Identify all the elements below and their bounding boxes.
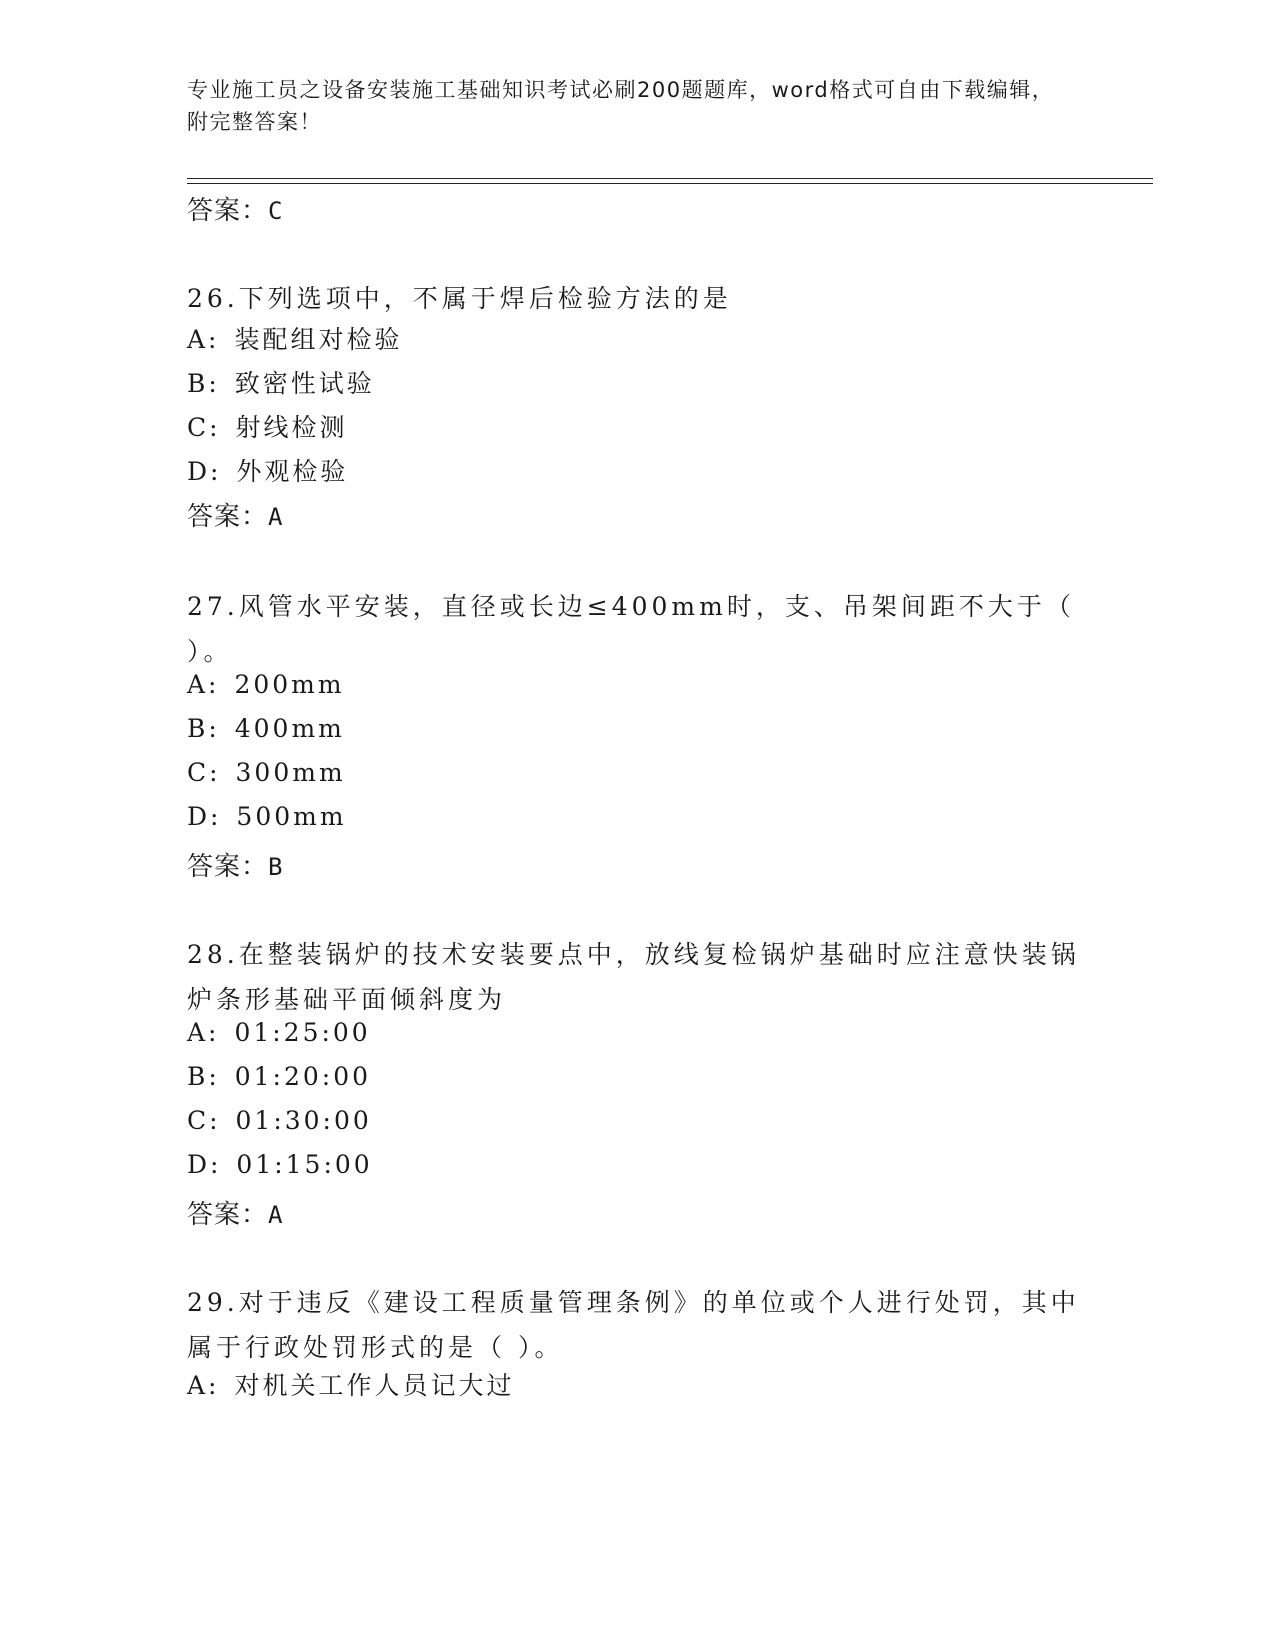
answer-line bbox=[187, 1194, 283, 1231]
answer-label: 答案： bbox=[187, 502, 269, 532]
option-a bbox=[187, 1018, 371, 1047]
answer-value: B bbox=[268, 853, 284, 881]
option-text: 对机关工作人员记大过 bbox=[234, 1371, 515, 1400]
option-label: D: bbox=[187, 1150, 222, 1179]
option-label: A: bbox=[187, 670, 220, 699]
option-d bbox=[187, 452, 348, 488]
answer-label: 答案： bbox=[187, 196, 269, 226]
option-label: C: bbox=[187, 1106, 221, 1135]
option-text: 外观检验 bbox=[236, 457, 349, 486]
option-c bbox=[187, 758, 346, 787]
option-d bbox=[187, 802, 347, 831]
option-text: 500mm bbox=[236, 802, 347, 831]
option-a bbox=[187, 320, 402, 356]
option-a bbox=[187, 1366, 514, 1402]
question-29: 29.对于违反《建设工程质量管理条例》的单位或个人进行处罚，其中属于行政处罚形式的是（ ）。 bbox=[187, 1288, 1080, 1362]
answer-value: A bbox=[268, 1201, 284, 1229]
option-d bbox=[187, 1150, 373, 1179]
option-label: C: bbox=[187, 413, 221, 442]
option-a bbox=[187, 670, 345, 699]
option-c bbox=[187, 408, 348, 444]
option-c bbox=[187, 1106, 372, 1135]
answer-line bbox=[187, 496, 283, 533]
option-label: B: bbox=[187, 369, 220, 398]
option-b bbox=[187, 714, 345, 743]
document-header: 专业施工员之设备安装施工基础知识考试必刷200题题库，word格式可自由下载编辑，附完整答案！ bbox=[187, 78, 1055, 134]
question-27: 27.风管水平安装，直径或长边≤400mm时，支、吊架间距不大于（ ）。 bbox=[187, 592, 1075, 666]
option-text: 射线检测 bbox=[235, 413, 348, 442]
option-label: A: bbox=[187, 1371, 220, 1400]
option-text: 200mm bbox=[234, 670, 345, 699]
option-text: 300mm bbox=[235, 758, 346, 787]
option-text: 01:15:00 bbox=[236, 1150, 373, 1179]
answer-line bbox=[187, 190, 283, 227]
option-label: A: bbox=[187, 325, 220, 354]
option-text: 致密性试验 bbox=[234, 369, 375, 398]
header-divider-bottom bbox=[187, 183, 1153, 184]
question-28: 28.在整装锅炉的技术安装要点中，放线复检锅炉基础时应注意快装锅炉条形基础平面倾斜度为 bbox=[187, 940, 1080, 1014]
option-label: A: bbox=[187, 1018, 220, 1047]
answer-label: 答案： bbox=[187, 1200, 269, 1230]
header-divider-top bbox=[187, 178, 1153, 179]
option-text: 01:20:00 bbox=[234, 1062, 372, 1091]
option-b bbox=[187, 364, 375, 400]
option-text: 400mm bbox=[234, 714, 345, 743]
answer-value: C bbox=[268, 197, 284, 225]
option-label: B: bbox=[187, 714, 220, 743]
option-label: B: bbox=[187, 1062, 220, 1091]
option-label: C: bbox=[187, 758, 221, 787]
answer-line bbox=[187, 846, 283, 883]
option-label: D: bbox=[187, 457, 222, 486]
answer-label: 答案： bbox=[187, 852, 269, 882]
option-text: 装配组对检验 bbox=[234, 325, 403, 354]
option-b bbox=[187, 1062, 371, 1091]
option-label: D: bbox=[187, 802, 222, 831]
option-text: 01:30:00 bbox=[235, 1106, 372, 1135]
answer-value: A bbox=[268, 503, 284, 531]
question-26: 26.下列选项中，不属于焊后检验方法的是 bbox=[187, 284, 732, 313]
option-text: 01:25:00 bbox=[234, 1018, 371, 1047]
